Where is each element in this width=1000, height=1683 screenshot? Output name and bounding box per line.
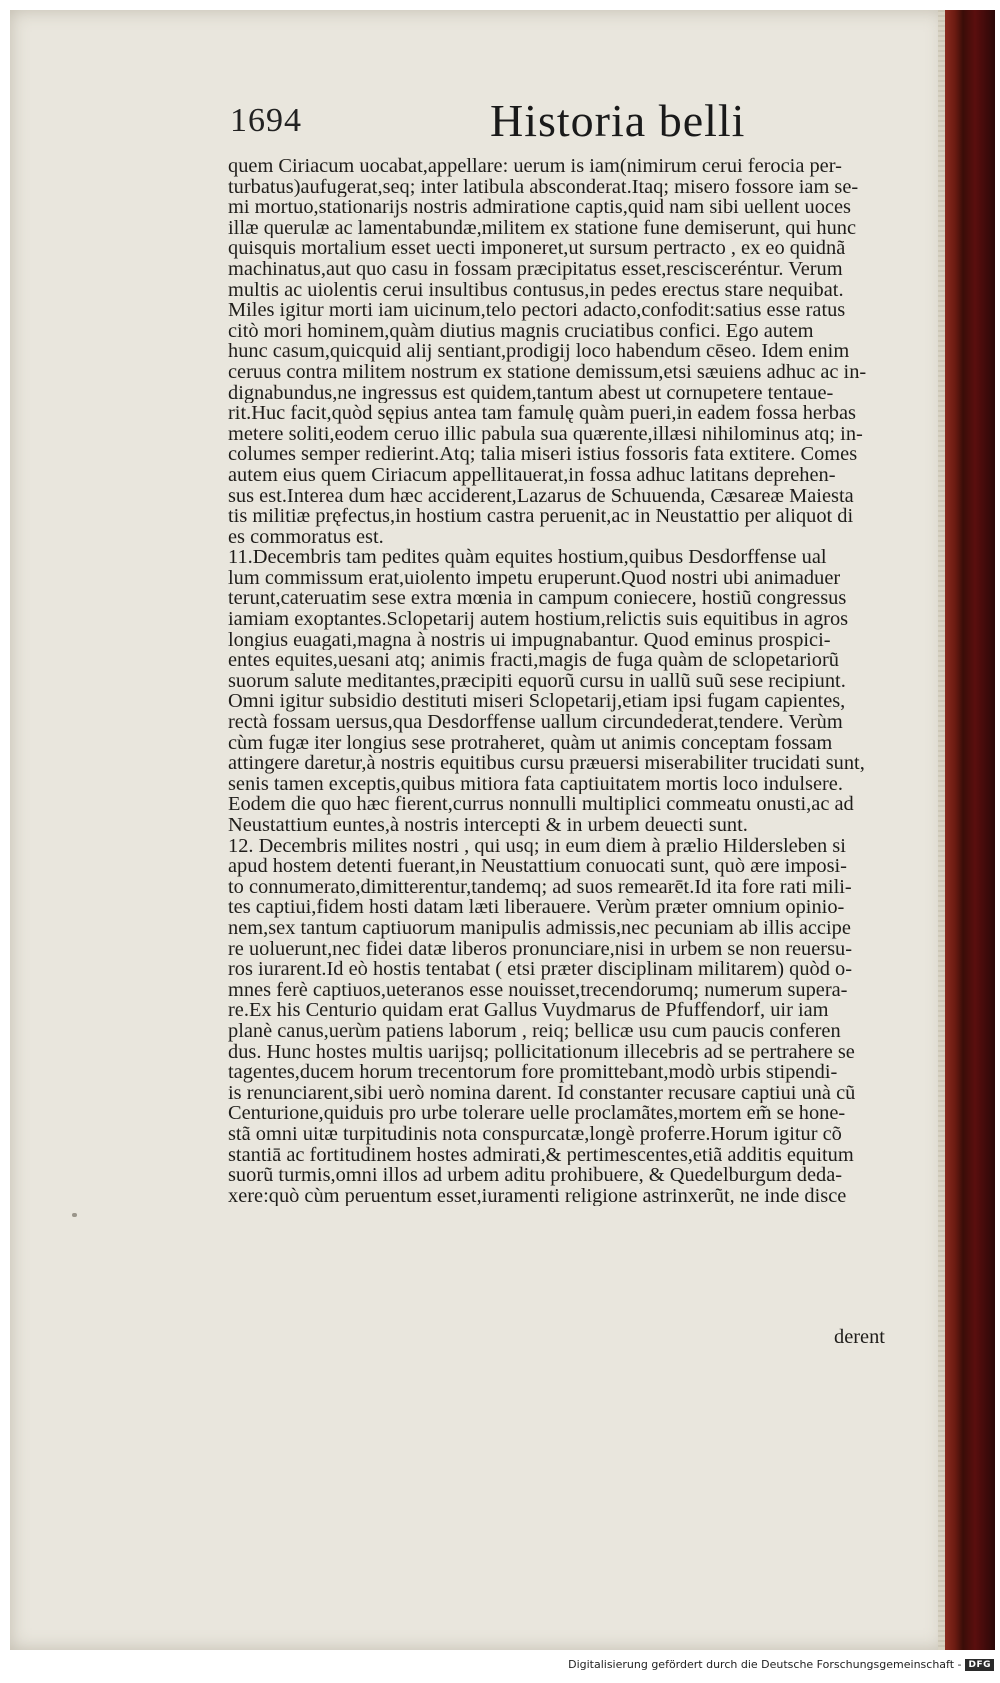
text-line: metere soliti,eodem ceruo illic pabula sua quærente,illæsi nihilominus atq; in- [228,423,863,445]
text-line: suorum salute meditantes,præcipiti equorũ cursu in uallũ suũ sese recipiunt. [228,670,846,692]
text-line: columes semper redierint.Atq; talia miseri istius fossoris fata extitere. Comes [228,444,858,465]
text-line: Omni igitur subsidio destituti miseri Sclopetarij,etiam ipsi fugam capientes, [228,691,846,713]
text-line: re.Ex his Centurio quidam erat Gallus Vuydmarus de Pfuffendorf, uir iam [228,1000,829,1021]
text-line: iamiam exoptantes.Sclopetarij autem hostium,relictis suis equitibus in agros [228,609,849,630]
text-line: Neustattium euntes,à nostris intercepti & in urbem deuecti sunt. [228,815,748,836]
text-line: cùm fugæ iter longius sese protraheret, quàm ut animis conceptam fossam [228,732,833,754]
book-binding-edge [945,10,995,1650]
dfg-logo: DFG [965,1659,994,1671]
book-page [10,10,945,1650]
text-line: is renunciarent,sibi uerò nomina darent. Id constanter recusare captiui unà cũ [228,1082,856,1104]
text-line: Eodem die quo hæc fierent,currus nonnulli multiplici commeatu onusti,ac ad [228,794,854,815]
running-title: Historia belli [490,95,746,146]
text-line: 11.Decembris tam pedites quàm equites hostium,quibus Desdorffense ual [228,547,827,568]
text-line: planè canus,uerùm patiens laborum , reiq; bellicæ usu cum paucis conferen [228,1020,841,1042]
text-line: Centurione,quiduis pro urbe tolerare uelle proclamãtes,mortem em̃ se hone- [228,1103,846,1124]
text-line: autem eius quem Ciriacum appellitauerat,in fossa adhuc latitans deprehen- [228,464,836,486]
text-line: multis ac uiolentis cerui insultibus contusus,in pedes erectus stare nequibat. [228,279,844,301]
text-line: mnes ferè captiuos,ueteranos esse nouisset,trecendorumq; numerum supera- [228,979,848,1001]
text-line: sus est.Interea dum hæc acciderent,Lazarus de Schuuenda, Cæsareæ Maiesta [228,485,854,507]
text-line: 12. Decembris milites nostri , qui usq; in eum diem à prælio Hildersleben si [228,835,846,857]
text-line: rit.Huc facit,quòd sępius antea tam famulę quàm pueri,in eadem fossa herbas [228,403,856,424]
text-line: to connumerato,dimitterentur,tandemq; ad suos remearēt.Id ita fore rati mili- [228,876,852,898]
text-line: machinatus,aut quo casu in fossam præcipitatus esset,rescisceréntur. Verum [228,258,843,280]
text-line: terunt,cateruatim sese extra mœnia in campum coniecere, hostiũ congressus [228,588,847,610]
text-line: stantiā ac fortitudinem hostes admirati,& pertimescentes,etiã additis equitum [228,1144,854,1166]
text-line: dignabundus,ne ingressus est quidem,tantum abest ut cornupetere tentaue- [228,382,834,404]
text-line: tis militiæ pręfectus,in hostium castra peruenit,ac in Neustattio per aliquot di [228,506,854,527]
text-line: entes equites,uesani atq; animis fracti,magis de fuga quàm de sclopetariorũ [228,650,839,671]
text-line: attingere daretur,à nostris equitibus cursu præuersi miserabiliter trucidati sunt, [228,753,865,774]
text-line: hunc casum,quicquid alij sentiant,prodigij loco habendum cēseo. Idem enim [228,341,850,362]
text-line: quisquis mortalium esset uecti imponeret,ut sursum pertracto , ex eo quidnã [228,238,846,259]
text-line: turbatus)aufugerat,seq; inter latibula absconderat.Itaq; misero fossore iam se- [228,176,859,198]
digitization-footer [568,1658,994,1671]
text-line: suorũ turmis,omni illos ad urbem aditu prohibuere, & Quedelburgum deda- [228,1165,843,1186]
text-line: ros iurarent.Id eò hostis tentabat ( etsi præter disciplinam militarem) quòd o- [228,959,853,980]
text-line: re uoluerunt,nec fidei datæ liberos pronunciare,nisi in urbem se non reuersu- [228,938,852,960]
text-line: tagentes,ducem horum trecentorum fore promittebant,modò urbis stipendi- [228,1062,838,1083]
text-line: dus. Hunc hostes multis uarijsq; pollicitationum illecebris ad se pertrahere se [228,1041,855,1063]
text-line: stã omni uitæ turpitudinis nota conspurcatæ,longè proferre.Horum igitur cõ [228,1123,842,1145]
text-line: mi mortuo,stationarijs nostris admiratione captis,quid nam sibi uellent uoces [228,197,851,218]
text-line: senis tamen exceptis,quibus mitiora fata captiuitatem mortis loco indulsere. [228,773,843,795]
text-line: xere:quò cùm peruentum esset,iuramenti religione astrinxerũt, ne inde disce [228,1185,847,1207]
text-line: lum commissum erat,uiolento impetu eruperunt.Quod nostri ubi animaduer [228,567,841,589]
text-line: es commoratus est. [228,526,384,548]
text-line: citò mori hominem,quàm diutius magnis cruciatibus confici. Ego autem [228,320,814,342]
text-line: apud hostem detenti fuerant,in Neustattium conuocati sunt, quò ære imposi- [228,856,847,877]
text-line: quem Ciriacum uocabat,appellare: uerum is iam(nimirum cerui ferocia per- [228,156,842,177]
text-line: rectà fossam uersus,qua Desdorffense uallum circundederat,tendere. Verùm [228,712,843,733]
catchword: derent [834,1326,885,1348]
page-number: 1694 [230,102,302,139]
text-line: illæ querulæ ac lamentabundæ,militem ex statione fune demiserunt, qui hunc [228,217,857,239]
funding-credit: Digitalisierung gefördert durch die Deutsche Forschungsgemeinschaft - [568,1658,962,1671]
text-line: tes captiui,fidem hosti datam læti liberauere. Verùm præter omnium opinio- [228,897,845,918]
main-text-block [228,156,908,1206]
ink-speck [72,1213,77,1217]
text-line: Miles igitur morti iam uicinum,telo pectori adacto,confodit:satius esse ratus [228,300,846,321]
text-line: ceruus contra militem nostrum ex statione demissum,etsi sæuiens adhuc ac in- [228,361,867,383]
text-line: longius euagati,magna à nostris ui impugnabantur. Quod eminus prospici- [228,629,831,651]
text-line: nem,sex tantum captiuorum manipulis admissis,nec pecuniam ab illis accipe [228,917,851,939]
